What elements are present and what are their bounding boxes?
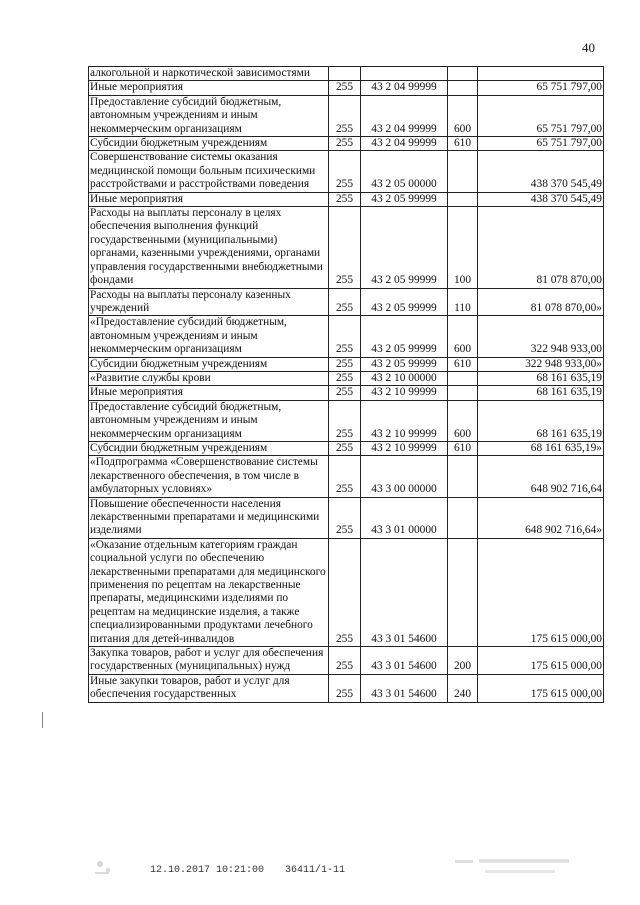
row-amount-cell: 65 751 797,00 [478,137,604,151]
table-row [89,538,604,646]
row-amount-cell: 648 902 716,64» [478,497,604,538]
faint-stamp-left [92,856,118,880]
row-ved-code-cell: 255 [329,400,361,441]
table-row [89,192,604,206]
row-ved-code-cell: 255 [329,207,361,288]
row-target-article-cell: 43 2 05 99999 [361,207,448,288]
row-expense-type-cell: 110 [448,288,478,316]
row-amount-cell: 68 161 635,19 [478,386,604,400]
row-name-cell: Субсидии бюджетным учреждениям [89,357,329,371]
row-name-cell: Иные мероприятия [89,81,329,95]
row-amount-cell: 322 948 933,00» [478,357,604,371]
table-row [89,316,604,357]
row-expense-type-cell: 610 [448,441,478,455]
row-amount-cell: 81 078 870,00» [478,288,604,316]
table-row [89,400,604,441]
row-amount-cell: 68 161 635,19 [478,400,604,441]
row-expense-type-cell [448,497,478,538]
row-ved-code-cell: 255 [329,497,361,538]
row-name-cell: «Оказание отдельным категориям граждан социальной услуги по обеспечению лекарственными препаратами для медицинского применения по рецептам на лекарственные препараты, медицинскими изделиями по рецептам на медицинские изделия, а также специализированными продуктами лечебного питания для детей-инвалидов [89,538,329,646]
table-row [89,81,604,95]
row-amount-cell: 68 161 635,19 [478,371,604,385]
footer-datetime: 12.10.2017 10:21:00 [150,865,265,876]
row-ved-code-cell: 255 [329,316,361,357]
row-expense-type-cell: 610 [448,357,478,371]
row-target-article-cell: 43 2 10 99999 [361,441,448,455]
row-amount-cell: 81 078 870,00 [478,207,604,288]
row-target-article-cell: 43 3 01 00000 [361,497,448,538]
table-row [89,497,604,538]
row-ved-code-cell: 255 [329,674,361,702]
row-ved-code-cell: 255 [329,95,361,136]
table-row [89,207,604,288]
row-ved-code-cell: 255 [329,538,361,646]
table-row [89,441,604,455]
row-expense-type-cell [448,81,478,95]
row-expense-type-cell: 600 [448,316,478,357]
row-name-cell: «Развитие службы крови [89,371,329,385]
row-name-cell: «Подпрограмма «Совершенствование системы лекарственного обеспечения, в том числе в амбулаторных условиях» [89,456,329,497]
table-row [89,95,604,136]
row-target-article-cell: 43 2 04 99999 [361,95,448,136]
margin-mark [42,712,43,728]
row-expense-type-cell: 240 [448,674,478,702]
row-name-cell: Предоставление субсидий бюджетным, автономным учреждениям и иным некоммерческим организациям [89,95,329,136]
row-name-cell: «Предоставление субсидий бюджетным, автономным учреждениям и иным некоммерческим организациям [89,316,329,357]
row-expense-type-cell [448,67,478,81]
row-target-article-cell: 43 2 05 99999 [361,192,448,206]
table-row [89,456,604,497]
budget-table-body [89,67,604,703]
table-row [89,386,604,400]
row-amount-cell: 65 751 797,00 [478,81,604,95]
row-name-cell: Расходы на выплаты персоналу казенных учреждений [89,288,329,316]
row-amount-cell: 175 615 000,00 [478,647,604,675]
row-target-article-cell: 43 3 01 54600 [361,538,448,646]
row-name-cell: Иные мероприятия [89,192,329,206]
row-ved-code-cell: 255 [329,386,361,400]
page-number: 40 [582,40,595,55]
stamp-left-graphic [92,856,118,878]
table-row [89,288,604,316]
row-name-cell: Иные мероприятия [89,386,329,400]
row-amount-cell: 65 751 797,00 [478,95,604,136]
row-target-article-cell: 43 2 04 99999 [361,81,448,95]
row-ved-code-cell [329,67,361,81]
row-name-cell: Повышение обеспеченности населения лекарственными препаратами и медицинскими изделиями [89,497,329,538]
row-target-article-cell [361,67,448,81]
row-target-article-cell: 43 2 05 99999 [361,288,448,316]
row-ved-code-cell: 255 [329,137,361,151]
row-amount-cell: 175 615 000,00 [478,674,604,702]
table-row [89,647,604,675]
faint-stamp-right [455,856,575,883]
row-name-cell: Закупка товаров, работ и услуг для обеспечения государственных (муниципальных) нужд [89,647,329,675]
row-ved-code-cell: 255 [329,288,361,316]
row-ved-code-cell: 255 [329,456,361,497]
row-target-article-cell: 43 3 01 54600 [361,674,448,702]
row-target-article-cell: 43 2 05 00000 [361,151,448,192]
row-name-cell: Расходы на выплаты персоналу в целях обеспечения выполнения функций государственными (муниципальными) органами, казенными учреждениями, органами управления государственными внебюджетными фондами [89,207,329,288]
row-ved-code-cell: 255 [329,441,361,455]
row-name-cell: Субсидии бюджетным учреждениям [89,441,329,455]
row-name-cell: Субсидии бюджетным учреждениям [89,137,329,151]
row-amount-cell: 438 370 545,49 [478,192,604,206]
row-ved-code-cell: 255 [329,357,361,371]
row-ved-code-cell: 255 [329,371,361,385]
row-ved-code-cell: 255 [329,647,361,675]
table-row [89,151,604,192]
row-name-cell: Совершенствование системы оказания медицинской помощи больным психическими расстройствами и расстройствами поведения [89,151,329,192]
row-target-article-cell: 43 3 00 00000 [361,456,448,497]
row-expense-type-cell [448,192,478,206]
row-target-article-cell: 43 3 01 54600 [361,647,448,675]
row-expense-type-cell [448,151,478,192]
row-amount-cell: 175 615 000,00 [478,538,604,646]
stamp-right-graphic [455,856,575,880]
row-amount-cell: 438 370 545,49 [478,151,604,192]
row-ved-code-cell: 255 [329,192,361,206]
row-target-article-cell: 43 2 10 99999 [361,400,448,441]
row-name-cell: Предоставление субсидий бюджетным, автономным учреждениям и иным некоммерческим организациям [89,400,329,441]
row-amount-cell: 68 161 635,19» [478,441,604,455]
row-target-article-cell: 43 2 10 00000 [361,371,448,385]
row-name-cell: Иные закупки товаров, работ и услуг для обеспечения государственных [89,674,329,702]
table-row [89,357,604,371]
row-expense-type-cell [448,386,478,400]
row-expense-type-cell: 600 [448,400,478,441]
row-target-article-cell: 43 2 05 99999 [361,357,448,371]
row-target-article-cell: 43 2 05 99999 [361,316,448,357]
row-name-cell: алкогольной и наркотической зависимостями [89,67,329,81]
row-expense-type-cell [448,456,478,497]
row-expense-type-cell: 200 [448,647,478,675]
budget-table [88,66,604,703]
row-expense-type-cell [448,538,478,646]
row-target-article-cell: 43 2 04 99999 [361,137,448,151]
table-row [89,371,604,385]
row-amount-cell [478,67,604,81]
table-row [89,137,604,151]
row-ved-code-cell: 255 [329,151,361,192]
row-amount-cell: 648 902 716,64 [478,456,604,497]
footer-doc-number: 36411/1-11 [285,865,346,876]
row-expense-type-cell: 600 [448,95,478,136]
row-expense-type-cell: 610 [448,137,478,151]
row-target-article-cell: 43 2 10 99999 [361,386,448,400]
row-amount-cell: 322 948 933,00 [478,316,604,357]
table-row [89,67,604,81]
table-row [89,674,604,702]
row-expense-type-cell [448,371,478,385]
row-ved-code-cell: 255 [329,81,361,95]
row-expense-type-cell: 100 [448,207,478,288]
